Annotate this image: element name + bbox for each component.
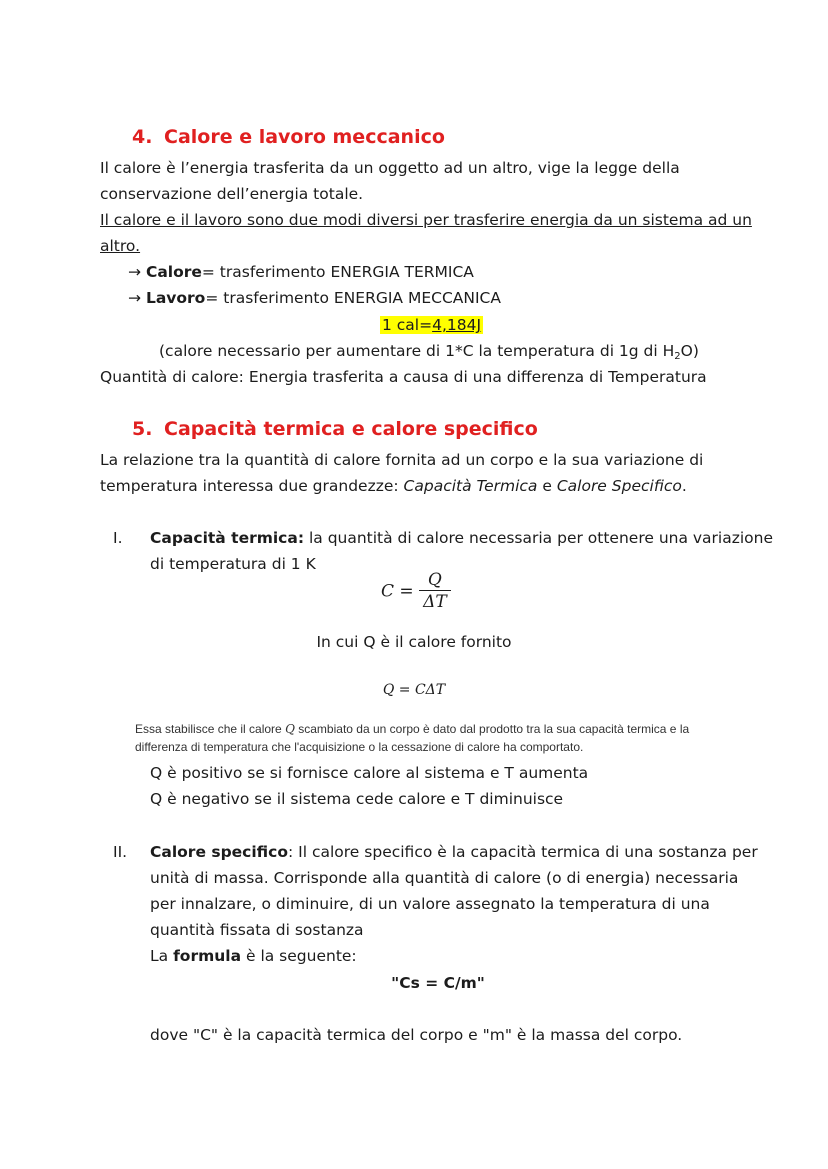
section-5-heading (132, 418, 538, 440)
formula-heat: Q = CΔT (382, 682, 446, 698)
paragraph-line: Quantità di calore: Energia trasferita a causa di una differenza di Temperatura (100, 368, 707, 386)
term: Calore specifico (150, 843, 289, 861)
section-number: 5. (132, 418, 153, 440)
paragraph-line: temperatura interessa due grandezze: Capacità Termica e Calore Specifico. (100, 477, 687, 495)
underlined-line: altro. (100, 237, 141, 255)
positive-line: Q è positivo se si fornisce calore al sistema e T aumenta (150, 764, 589, 782)
cal-prefix: 1 cal= (382, 316, 433, 334)
list-item-line: Calore specifico: Il calore specifico è la capacità termica di una sostanza per (150, 843, 758, 861)
note-line: differenza di temperatura che l'acquisizione o la cessazione di calore ha comportato. (135, 740, 584, 754)
list-item-line: Capacità termica: la quantità di calore necessaria per ottenere una variazione (150, 529, 774, 547)
fraction: $\frac{Q}{\Delta T}$ (419, 570, 451, 613)
term: Calore (145, 263, 202, 281)
definition: = trasferimento ENERGIA MECCANICA (205, 289, 501, 307)
list-item-line: per innalzare, o diminuire, di un valore assegnato la temperatura di una (150, 895, 710, 913)
section-4-heading (132, 126, 445, 148)
highlighted-equivalence (380, 312, 483, 338)
list-marker: II. (113, 843, 128, 861)
paragraph-line: La relazione tra la quantità di calore fornita ad un corpo e la sua variazione di (100, 451, 704, 469)
cal-value: 4,184J (432, 316, 482, 334)
list-item-line: unità di massa. Corrisponde alla quantità di calore (o di energia) necessaria (150, 869, 739, 887)
arrow-icon: → (128, 263, 141, 281)
arrow-item-lavoro (128, 285, 501, 311)
formula-specific-heat: "Cs = C/m" (391, 974, 485, 992)
arrow-icon: → (128, 289, 141, 307)
list-item-line: quantità fissata di sostanza (150, 921, 364, 939)
where-line: dove "C" è la capacità termica del corpo e "m" è la massa del corpo. (150, 1026, 683, 1044)
arrow-item-calore (128, 259, 474, 285)
underlined-line: Il calore e il lavoro sono due modi diversi per trasferire energia da un sistema ad un (100, 211, 752, 229)
list-marker: I. (113, 529, 123, 547)
term: Lavoro (145, 289, 206, 307)
note-line: Essa stabilisce che il calore Q scambiato da un corpo è dato dal prodotto tra la sua capacità termica e la (135, 722, 690, 736)
section-title: Capacità termica e calore specifico (164, 418, 538, 440)
in-cui-line: In cui Q è il calore fornito (316, 633, 512, 651)
section-number: 4. (132, 126, 153, 148)
formula-capacity: C = $\frac{Q}{\Delta T}$ (381, 570, 451, 613)
term: Capacità termica: (150, 529, 305, 547)
section-title: Calore e lavoro meccanico (164, 126, 445, 148)
list-item-line: di temperatura di 1 K (150, 555, 316, 573)
paragraph-line: Il calore è l’energia trasferita da un oggetto ad un altro, vige la legge della (100, 159, 680, 177)
formula-intro: La formula è la seguente: (150, 947, 357, 965)
definition: = trasferimento ENERGIA TERMICA (201, 263, 474, 281)
calorie-note: (calore necessario per aumentare di 1*C la temperatura di 1g di $H_2O$) (159, 342, 699, 362)
negative-line: Q è negativo se il sistema cede calore e T diminuisce (150, 790, 564, 808)
paragraph-line: conservazione dell’energia totale. (100, 185, 364, 203)
